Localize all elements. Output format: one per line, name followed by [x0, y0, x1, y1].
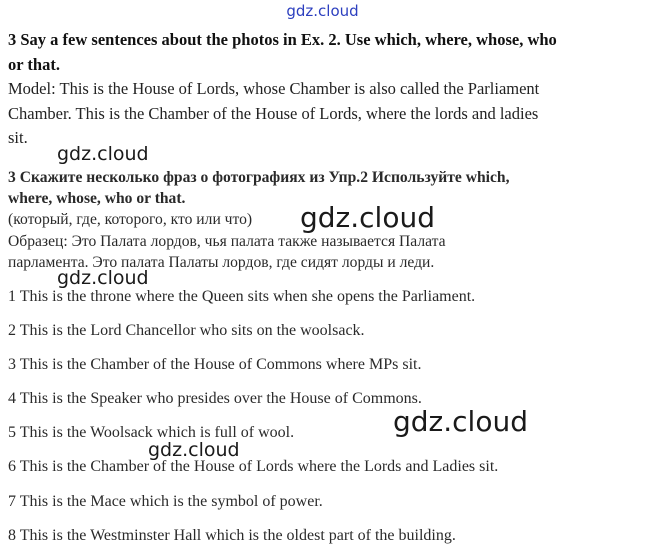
task-ru-line-2: where, whose, who or that. — [8, 190, 186, 207]
answer-8: 8 This is the Westminster Hall which is the oldest part of the building. — [8, 527, 456, 544]
task-ru-line-1: 3 Скажите несколько фраз о фотографиях из Упр.2 Используйте which, — [8, 169, 510, 186]
answer-1: 1 This is the throne where the Queen sits when she opens the Parliament. — [8, 288, 476, 305]
task-en-line-1: 3 Say a few sentences about the photos in Ex. 2. Use which, where, whose, who — [8, 30, 557, 49]
header-watermark[interactable]: gdz.cloud — [286, 2, 359, 20]
answer-6: 6 This is the Chamber of the House of Lords where the Lords and Ladies sit. — [8, 458, 499, 475]
model-ru-line-1: Образец: Это Палата лордов, чья палата также называется Палата — [8, 233, 446, 250]
watermark-3: gdz.cloud — [57, 267, 149, 289]
answer-3: 3 This is the Chamber of the House of Commons where MPs sit. — [8, 356, 422, 373]
task-en-line-2: or that. — [8, 55, 60, 74]
model-ru-line-2: парламента. Это палата Палаты лордов, где сидят лорды и леди. — [8, 254, 435, 271]
model-en-line-3: sit. — [8, 128, 28, 147]
answer-2: 2 This is the Lord Chancellor who sits on the woolsack. — [8, 322, 365, 339]
model-en-line-2: Chamber. This is the Chamber of the House of Lords, where the lords and ladies — [8, 104, 539, 123]
answer-7: 7 This is the Mace which is the symbol of power. — [8, 493, 323, 510]
model-en-line-1: Model: This is the House of Lords, whose Chamber is also called the Parliament — [8, 79, 540, 98]
task-ru-line-3: (который, где, которого, кто или что) — [8, 211, 253, 228]
watermark-1: gdz.cloud — [57, 143, 149, 165]
watermark-2: gdz.cloud — [300, 201, 435, 234]
answer-5: 5 This is the Woolsack which is full of wool. — [8, 424, 295, 441]
watermark-4: gdz.cloud — [393, 405, 528, 438]
answer-4: 4 This is the Speaker who presides over the House of Commons. — [8, 390, 422, 407]
watermark-5: gdz.cloud — [148, 439, 240, 461]
